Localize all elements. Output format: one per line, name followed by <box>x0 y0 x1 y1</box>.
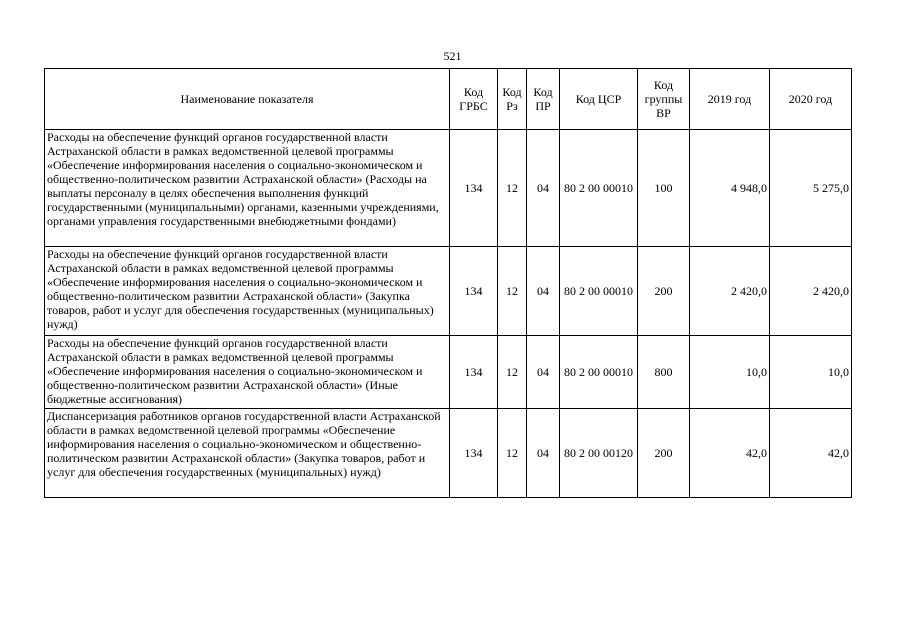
cell-vr: 200 <box>638 247 690 336</box>
cell-name: Диспансеризация работников органов государственной власти Астраханской области в рамках ведомственной целевой программы «Обеспечение информирования населения о социально-экономическом и общественно-политическом развитии Астраханской области» (Закупка товаров, работ и услуг для обеспечения государственных (муниципальных) нужд) <box>45 409 450 498</box>
cell-2019: 2 420,0 <box>690 247 770 336</box>
cell-rz: 12 <box>498 130 527 247</box>
cell-2020: 10,0 <box>770 336 852 409</box>
cell-csr: 80 2 00 00010 <box>560 130 638 247</box>
table-body <box>45 130 852 498</box>
cell-csr: 80 2 00 00010 <box>560 247 638 336</box>
table-header <box>45 69 852 130</box>
cell-2019: 42,0 <box>690 409 770 498</box>
cell-name: Расходы на обеспечение функций органов государственной власти Астраханской области в рамках ведомственной целевой программы «Обеспечение информирования населения о социально-экономическом и общественно-политическом развитии Астраханской области» (Расходы на выплаты персоналу в целях обеспечения выполнения функций государственными (муниципальными) органами, казенными учреждениями, органами управления государственными внебюджетными фондами) <box>45 130 450 247</box>
cell-vr: 100 <box>638 130 690 247</box>
cell-pr: 04 <box>527 336 560 409</box>
table-row <box>45 130 852 247</box>
table-row <box>45 247 852 336</box>
cell-csr: 80 2 00 00120 <box>560 409 638 498</box>
cell-2019: 10,0 <box>690 336 770 409</box>
header-2020: 2020 год <box>770 69 852 130</box>
cell-rz: 12 <box>498 409 527 498</box>
cell-grbs: 134 <box>450 130 498 247</box>
cell-vr: 800 <box>638 336 690 409</box>
cell-2020: 2 420,0 <box>770 247 852 336</box>
cell-grbs: 134 <box>450 336 498 409</box>
header-csr: Код ЦСР <box>560 69 638 130</box>
cell-pr: 04 <box>527 409 560 498</box>
cell-name: Расходы на обеспечение функций органов государственной власти Астраханской области в рамках ведомственной целевой программы «Обеспечение информирования населения о социально-экономическом и общественно-политическом развитии Астраханской области» (Иные бюджетные ассигнования) <box>45 336 450 409</box>
header-rz: Код Рз <box>498 69 527 130</box>
cell-name: Расходы на обеспечение функций органов государственной власти Астраханской области в рамках ведомственной целевой программы «Обеспечение информирования населения о социально-экономическом и общественно-политическом развитии Астраханской области» (Закупка товаров, работ и услуг для обеспечения государственных (муниципальных) нужд) <box>45 247 450 336</box>
cell-grbs: 134 <box>450 247 498 336</box>
cell-2020: 5 275,0 <box>770 130 852 247</box>
cell-vr: 200 <box>638 409 690 498</box>
header-pr: Код ПР <box>527 69 560 130</box>
cell-pr: 04 <box>527 247 560 336</box>
page-number: 521 <box>443 49 462 63</box>
cell-2019: 4 948,0 <box>690 130 770 247</box>
cell-csr: 80 2 00 00010 <box>560 336 638 409</box>
cell-rz: 12 <box>498 247 527 336</box>
header-2019: 2019 год <box>690 69 770 130</box>
table-row <box>45 336 852 409</box>
header-grbs: Код ГРБС <box>450 69 498 130</box>
cell-2020: 42,0 <box>770 409 852 498</box>
header-name: Наименование показателя <box>45 69 450 130</box>
budget-table <box>44 68 852 498</box>
table-row <box>45 409 852 498</box>
cell-rz: 12 <box>498 336 527 409</box>
header-row <box>45 69 852 130</box>
cell-pr: 04 <box>527 130 560 247</box>
cell-grbs: 134 <box>450 409 498 498</box>
header-vr: Код группы ВР <box>638 69 690 130</box>
